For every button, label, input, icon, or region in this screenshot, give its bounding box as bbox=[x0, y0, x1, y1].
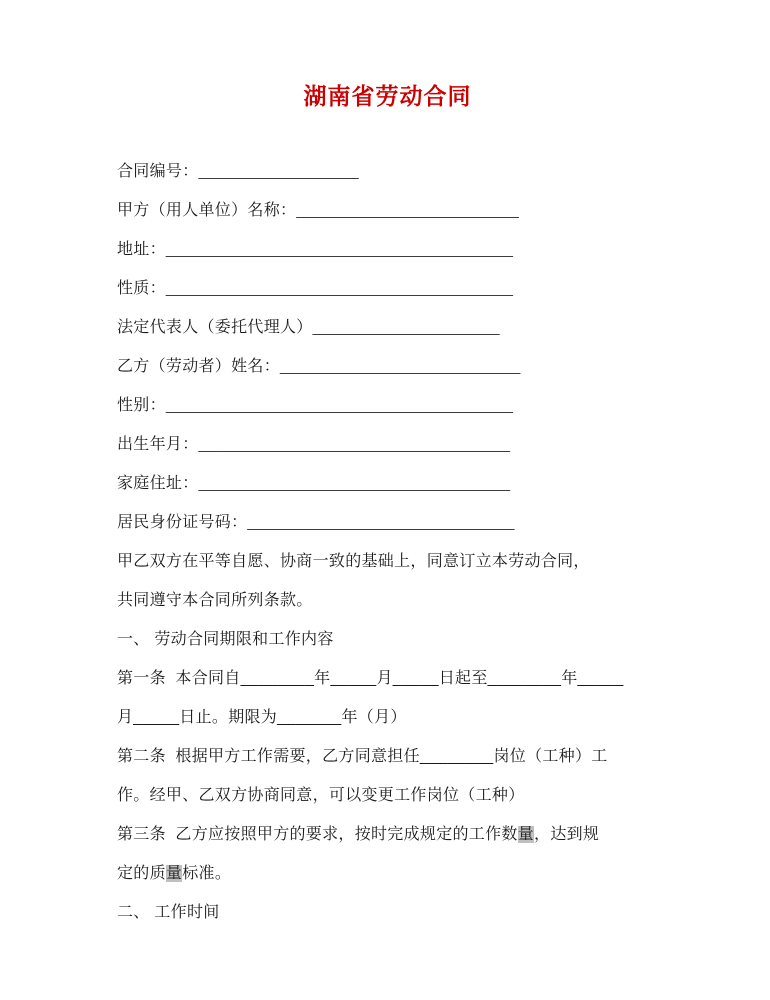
fill-in-blank: _________________________ bbox=[296, 202, 519, 219]
field-home-address bbox=[117, 464, 658, 503]
intro-paragraph-line-2: 共同遵守本合同所列条款。 bbox=[117, 592, 313, 609]
highlighted-character: 量 bbox=[165, 865, 183, 882]
fill-in-blank: __________________ bbox=[198, 163, 359, 180]
fill-in-blank: _______________________________________ bbox=[165, 280, 513, 297]
field-gender bbox=[117, 386, 658, 425]
fill-in-blank: _____________________ bbox=[312, 319, 500, 336]
field-nature bbox=[117, 269, 658, 308]
section-1-heading: 一、 劳动合同期限和工作内容 bbox=[117, 631, 334, 648]
field-id-number bbox=[117, 503, 658, 542]
field-employer-name bbox=[117, 191, 658, 230]
fill-in-blank: ___________________________________ bbox=[198, 436, 510, 453]
field-label: 居民身份证号码： bbox=[117, 514, 248, 531]
clause-2-line-2: 作。经甲、乙双方协商同意，可以变更工作岗位（工种） bbox=[117, 787, 525, 804]
field-employee-name bbox=[117, 347, 658, 386]
field-label: 合同编号： bbox=[117, 163, 199, 180]
fill-in-blank: ______________________________ bbox=[247, 514, 515, 531]
field-label: 性别： bbox=[117, 397, 166, 414]
section-2-heading: 二、 工作时间 bbox=[117, 904, 220, 921]
field-legal-representative bbox=[117, 308, 658, 347]
fill-in-blank: _______________________________________ bbox=[165, 241, 513, 258]
clause-text: ，达到规 bbox=[534, 826, 600, 843]
field-label: 法定代表人（委托代理人） bbox=[117, 319, 313, 336]
field-label: 家庭住址： bbox=[117, 475, 199, 492]
fill-in-blank: ___________________________ bbox=[280, 358, 521, 375]
field-label: 甲方（用人单位）名称： bbox=[117, 202, 297, 219]
clause-1-line-2: 月_____日止。期限为_______年（月） bbox=[117, 709, 407, 726]
field-contract-number bbox=[117, 152, 658, 191]
highlighted-character: 量 bbox=[517, 826, 535, 843]
field-label: 地址： bbox=[117, 241, 166, 258]
clause-2-line-1: 第二条 根据甲方工作需要，乙方同意担任________岗位（工种）工 bbox=[117, 748, 608, 765]
field-label: 出生年月： bbox=[117, 436, 199, 453]
fill-in-blank: _______________________________________ bbox=[165, 397, 513, 414]
field-label: 性质： bbox=[117, 280, 166, 297]
clause-1-line-1: 第一条 本合同自________年_____月_____日起至________年_____ bbox=[117, 670, 624, 687]
clause-text: 定的质 bbox=[117, 865, 166, 882]
intro-paragraph-line-1: 甲乙双方在平等自愿、协商一致的基础上，同意订立本劳动合同， bbox=[117, 553, 590, 570]
document-title: 湖南省劳动合同 bbox=[303, 83, 472, 109]
clause-text: 第三条 乙方应按照甲方的要求，按时完成规定的工作数 bbox=[117, 826, 518, 843]
clause-text: 标准。 bbox=[182, 865, 232, 882]
fill-in-blank: ___________________________________ bbox=[198, 475, 510, 492]
field-label: 乙方（劳动者）姓名： bbox=[117, 358, 281, 375]
clause-3-line-1 bbox=[117, 815, 658, 854]
clause-3-line-2 bbox=[117, 854, 658, 893]
field-address bbox=[117, 230, 658, 269]
field-birth-date bbox=[117, 425, 658, 464]
